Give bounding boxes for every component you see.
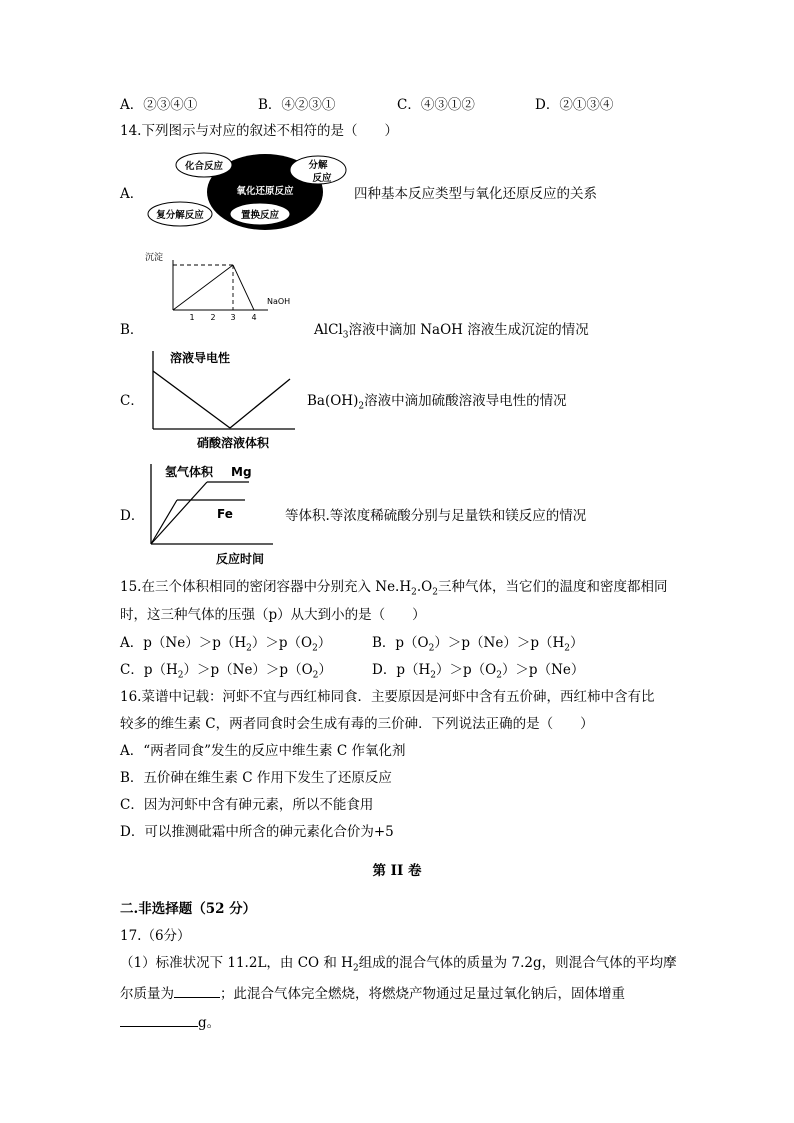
q13-option-d: D．②①③④ [535, 97, 614, 113]
q15-option-d: D．$p(H_2)>p(O_2)>p(Ne)$ [372, 662, 585, 681]
tick-label: 3 [230, 313, 236, 322]
answer-blank-2[interactable] [120, 1012, 198, 1027]
q13-option-b: B．④②③① [258, 97, 336, 113]
hydrogen-volume-graph [145, 458, 285, 570]
q17-line2: 尔质量为 ；此混合气体完全燃烧，将燃烧产物通过足量过氧化钠后，固体增重 [120, 983, 625, 1003]
q16-line2: 较多的维生素 C，两者同食时会生成有毒的三价砷．下列说法正确的是（ ） [120, 716, 594, 732]
displacement-label: 置换反应 [240, 210, 280, 221]
precipitate-axis-label: 沉淀 [145, 253, 164, 263]
q17-head: 17.（6分） [120, 928, 191, 944]
q14-stem: 14.下列图示与对应的叙述不相符的是（ ） [120, 123, 398, 139]
q14-c-desc: $Ba(OH)_2$溶液中滴加硫酸溶液导电性的情况 [307, 393, 567, 412]
answer-blank-1[interactable] [174, 983, 220, 998]
q16-line1: 16.菜谱中记载：河虾不宜与西红柿同食．主要原因是河虾中含有五价砷，西红柿中含有比 [120, 689, 655, 705]
tick-label: 4 [251, 313, 257, 322]
q15-line1: 15.在三个体积相同的密闭容器中分别充入 $Ne.H_2.O_2$三种气体，当它们的温度和密度都相同 [120, 579, 668, 598]
reaction-types-diagram [140, 150, 355, 232]
decomposition-label-1: 分解 [308, 160, 328, 171]
hydrogen-axis-label: 氢气体积 [165, 465, 214, 479]
tick-label: 1 [189, 313, 195, 322]
q15-option-b: B．$p(O_2)>p(Ne)>p(H_2)$ [372, 635, 584, 654]
q14-a-desc: 四种基本反应类型与氧化还原反应的关系 [354, 186, 597, 202]
q15-option-c: C．$p(H_2)>p(Ne)>p(O_2)$ [120, 662, 332, 681]
reaction-time-axis-label: 反应时间 [216, 552, 265, 566]
q14-b-desc: AlCl$_3$溶液中滴加 NaOH 溶液生成沉淀的情况 [314, 322, 589, 341]
q13-option-c: C．④③①② [397, 97, 475, 113]
conductivity-graph [145, 343, 305, 453]
q16-option-b: B．五价砷在维生素 C 作用下发生了还原反应 [120, 770, 392, 786]
q14-a-letter: A． [120, 186, 144, 202]
q14-d-desc: 等体积.等浓度稀硫酸分别与足量铁和镁反应的情况 [285, 508, 587, 524]
acid-volume-axis-label: 硝酸溶液体积 [197, 436, 270, 450]
q14-b-letter: B． [120, 322, 144, 338]
q16-option-d: D．可以推测砒霜中所含的砷元素化合价为+5 [120, 824, 394, 840]
q13-option-a: A．②③④① [120, 97, 198, 113]
q17-line3: g。 [120, 1012, 220, 1032]
redox-label: 氧化还原反应 [236, 186, 294, 197]
q15-line2: 时，这三种气体的压强（p）从大到小的是（ ） [120, 607, 426, 623]
decomposition-label-2: 反应 [312, 173, 332, 184]
q14-d-letter: D． [120, 508, 145, 524]
q17-line1: （1）标准状况下 11.2L，由 CO 和 $H_2$组成的混合气体的质量为 7.2g，则混合气体的平均摩 [120, 955, 677, 974]
q14-c-letter: C． [120, 393, 144, 409]
precipitate-graph [143, 248, 303, 322]
q16-option-a: A．“两者同食”发生的反应中维生素 C 作氧化剂 [120, 743, 406, 759]
mg-label: Mg [231, 465, 252, 479]
q15-option-a: A．$p(Ne)>p(H_2)>p(O_2)$ [120, 635, 332, 654]
tick-label: 2 [210, 313, 216, 322]
q16-option-c: C．因为河虾中含有砷元素，所以不能食用 [120, 797, 374, 813]
naoh-axis-label: NaOH [267, 297, 291, 306]
section-title: 第 II 卷 [372, 863, 422, 879]
conductivity-axis-label: 溶液导电性 [170, 351, 231, 365]
fe-label: Fe [217, 507, 233, 521]
section-heading: 二.非选择题（52 分） [120, 901, 257, 917]
double-decomposition-label: 复分解反应 [156, 210, 204, 221]
combination-label: 化合反应 [184, 161, 224, 172]
